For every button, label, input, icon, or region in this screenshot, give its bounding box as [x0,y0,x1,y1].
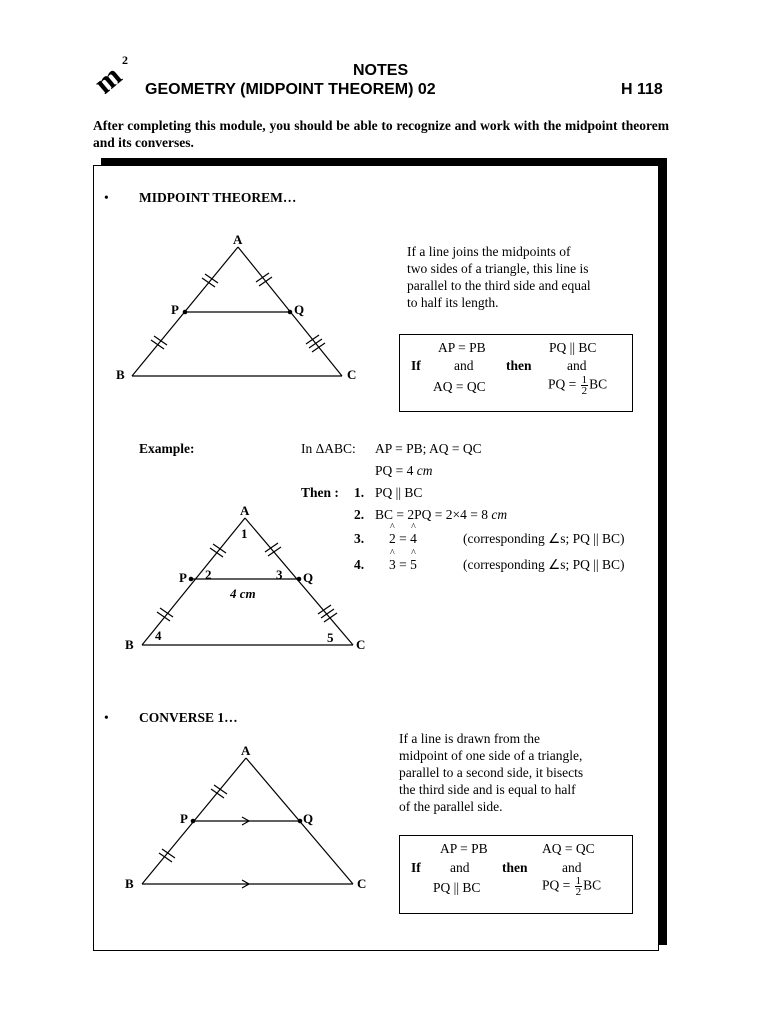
step-number: 4. [354,557,365,572]
step-2 [375,507,507,523]
example-given-prefix: In ΔABC: [301,441,356,456]
step-number: 2. [354,507,365,522]
fraction [581,375,589,396]
vertex-a: A [241,743,251,758]
equals: = [395,531,411,546]
res2-post: BC [583,877,602,893]
desc-line: the third side and is equal to half [399,782,576,797]
frac-den: 2 [581,385,588,397]
reason-4: (corresponding ∠s; PQ || BC) [463,557,625,572]
res2-pre: PQ = [548,376,577,392]
theorem-description [407,243,591,311]
step-3 [389,531,417,547]
frac-num: 1 [575,875,582,887]
angle-label-1: 1 [241,526,248,541]
logo [92,52,134,94]
intro-text: After completing this module, you should be able to recognize and work with the midpoint theorem and its converses. [93,118,669,150]
example-given1: AP = PB; AQ = QC [375,441,482,456]
logo-sup: 2 [122,53,128,67]
point-q [288,310,293,315]
res1: PQ || BC [549,340,597,355]
desc-line: parallel to a second side, it bisects [399,765,584,780]
step-2-unit: cm [491,507,508,522]
res2 [542,876,601,897]
label-q: Q [303,811,314,826]
then-label: then [502,860,528,875]
vertex-a: A [233,232,243,247]
point-p [189,577,194,582]
cond2: AQ = QC [433,379,486,394]
point-q [297,577,302,582]
example-label: Example: [139,441,195,456]
page-title: NOTES [353,62,409,79]
angle-label-4: 4 [155,628,162,643]
and-right: and [567,358,587,373]
page-subtitle: GEOMETRY (MIDPOINT THEOREM) 02 [145,81,436,98]
theorem-triangle [110,228,360,388]
bullet: • [104,710,109,725]
theorem-statement-box [399,334,633,412]
desc-line: parallel to the third side and equal [407,278,591,293]
desc-line: of the parallel side. [399,799,503,814]
vertex-b: B [125,637,134,652]
label-p: P [179,570,187,585]
step-number: 1. [354,485,365,500]
converse-heading: CONVERSE 1… [139,710,238,725]
step-2-text: BC = 2PQ = 2×4 = 8 [375,507,492,522]
if-label: If [411,860,421,875]
label-p: P [180,811,188,826]
vertex-a: A [240,503,250,518]
angle-3: ^ 3 [389,557,396,573]
cond1: AP = PB [438,340,486,355]
angle-label-2: 2 [205,567,212,582]
and-left: and [450,860,470,875]
point-p [191,819,196,824]
bullet: • [104,190,109,205]
cond2: PQ || BC [433,880,481,895]
side-ac [245,518,353,645]
angle-2: ^ 2 [389,531,396,547]
angle-label-3: 3 [276,567,283,582]
label-q: Q [294,302,305,317]
point-q [298,819,303,824]
step-1: PQ || BC [375,485,423,500]
given2-text: PQ = 4 [375,463,417,478]
vertex-c: C [347,367,357,382]
point-p [183,310,188,315]
if-label: If [411,358,421,373]
then-label: then [506,358,532,373]
angle-label-5: 5 [327,630,334,645]
example-triangle [120,500,380,660]
pq-length: 4 cm [230,586,256,601]
frac-num: 1 [581,374,588,386]
logo-m: m [92,59,129,94]
vertex-b: B [116,367,125,382]
converse-description [399,730,583,815]
res2-post: BC [589,376,608,392]
desc-line: If a line is drawn from the [399,731,540,746]
label-q: Q [303,570,314,585]
side-ab [142,518,245,645]
cond1: AP = PB [440,841,488,856]
res1: AQ = QC [542,841,595,856]
theorem-heading: MIDPOINT THEOREM… [139,190,297,205]
angle-5: ^ 5 [410,557,417,573]
vertex-b: B [125,876,134,891]
reason-3: (corresponding ∠s; PQ || BC) [463,531,625,546]
and-right: and [562,860,582,875]
vertex-c: C [356,637,366,652]
desc-line: two sides of a triangle, this line is [407,261,589,276]
step-4 [389,557,417,573]
fraction [575,876,583,897]
res2-pre: PQ = [542,877,571,893]
desc-line: If a line joins the midpoints of [407,244,571,259]
then-label: Then : [301,485,339,500]
equals: = [395,557,411,572]
angle-4: ^ 4 [410,531,417,547]
step-number: 3. [354,531,365,546]
page-code: H 118 [621,81,663,98]
converse-triangle [120,738,380,898]
and-left: and [454,358,474,373]
res2 [548,375,607,396]
desc-line: to half its length. [407,295,499,310]
vertex-c: C [357,876,367,891]
example-given2 [375,463,433,479]
logo-mark [92,52,134,94]
label-p: P [171,302,179,317]
converse-statement-box [399,835,633,914]
given2-unit: cm [416,463,433,478]
desc-line: midpoint of one side of a triangle, [399,748,583,763]
frac-den: 2 [575,886,582,898]
